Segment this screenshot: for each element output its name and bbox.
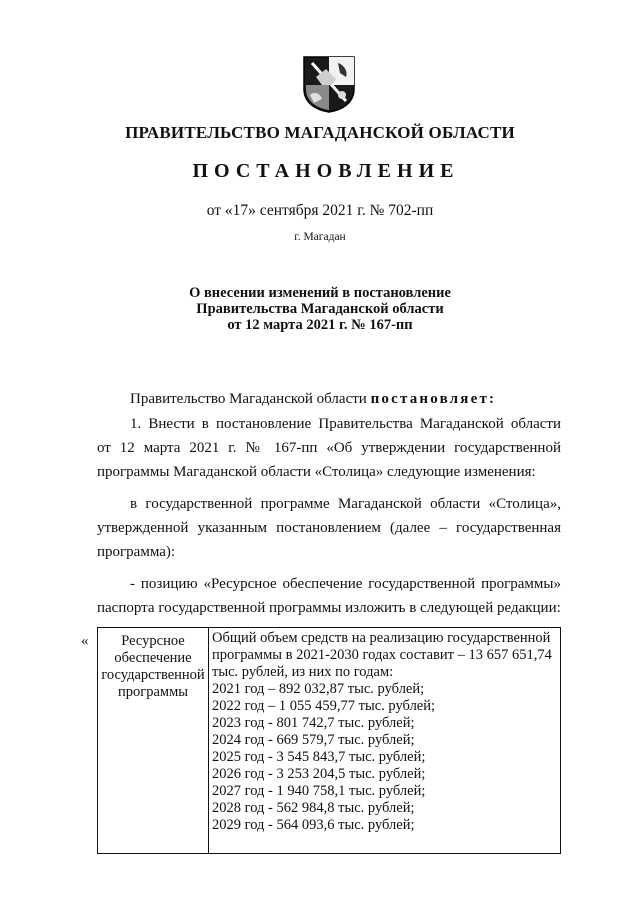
content-line: 2022 год – 1 055 459,77 тыс. рублей;: [212, 698, 436, 714]
content-line: 2026 год - 3 253 204,5 тыс. рублей;: [212, 766, 426, 782]
content-line: 2024 год - 669 579,7 тыс. рублей;: [212, 732, 415, 748]
program-intro-line: в государственной программе Магаданской области «Столица»,: [130, 496, 561, 512]
resource-table: [97, 627, 561, 854]
content-line: тыс. рублей, из них по годам:: [212, 664, 394, 680]
table-row: [98, 628, 561, 854]
content-line: 2027 год - 1 940 758,1 тыс. рублей;: [212, 783, 426, 799]
content-line: 2029 год - 564 093,6 тыс. рублей;: [212, 817, 415, 833]
opening-quote-mark: «: [81, 633, 89, 649]
label-line: обеспечение: [114, 650, 192, 666]
preamble-action: постановляет:: [370, 391, 497, 407]
coat-of-arms-icon: [302, 55, 356, 113]
content-line: Общий объем средств на реализацию государственной: [212, 630, 551, 646]
subject-line: О внесении изменений в постановление: [189, 285, 451, 301]
position-intro-line: паспорта государственной программы изложить в следующей редакции:: [97, 600, 561, 616]
item1-line: 1. Внести в постановление Правительства Магаданской области: [130, 416, 561, 432]
label-line: Ресурсное: [121, 633, 185, 649]
program-intro-line: программа):: [97, 544, 176, 560]
program-intro-line: утвержденной указанным постановлением (далее – государственная: [97, 520, 561, 536]
table-content-cell: [209, 628, 561, 854]
document-subject: [0, 285, 640, 333]
label-line: государственной: [101, 667, 205, 683]
preamble-prefix: Правительство Магаданской области: [130, 391, 367, 407]
subject-line: от 12 марта 2021 г. № 167-пп: [227, 317, 413, 333]
content-line: 2028 год - 562 984,8 тыс. рублей;: [212, 800, 415, 816]
position-intro-line: - позицию «Ресурсное обеспечение государственной программы»: [130, 576, 561, 592]
document-type-title: ПОСТАНОВЛЕНИЕ: [192, 160, 460, 182]
document-city: г. Магадан: [294, 231, 346, 243]
item1-line: от 12 марта 2021 г. № 167-пп «Об утверждении государственной: [97, 440, 561, 456]
content-line: программы в 2021-2030 годах составит – 13 657 651,74: [212, 647, 552, 663]
label-line: программы: [118, 684, 188, 700]
content-line: 2025 год - 3 545 843,7 тыс. рублей;: [212, 749, 426, 765]
subject-line: Правительства Магаданской области: [196, 301, 444, 317]
content-line: 2023 год - 801 742,7 тыс. рублей;: [212, 715, 415, 731]
document-date-number: от «17» сентября 2021 г. № 702-пп: [206, 202, 434, 219]
table-label-cell: [98, 628, 209, 854]
preamble: [130, 389, 496, 409]
organization-title: ПРАВИТЕЛЬСТВО МАГАДАНСКОЙ ОБЛАСТИ: [125, 123, 515, 142]
item1-line: программы Магаданской области «Столица» следующие изменения:: [97, 464, 536, 480]
content-line: 2021 год – 892 032,87 тыс. рублей;: [212, 681, 425, 697]
